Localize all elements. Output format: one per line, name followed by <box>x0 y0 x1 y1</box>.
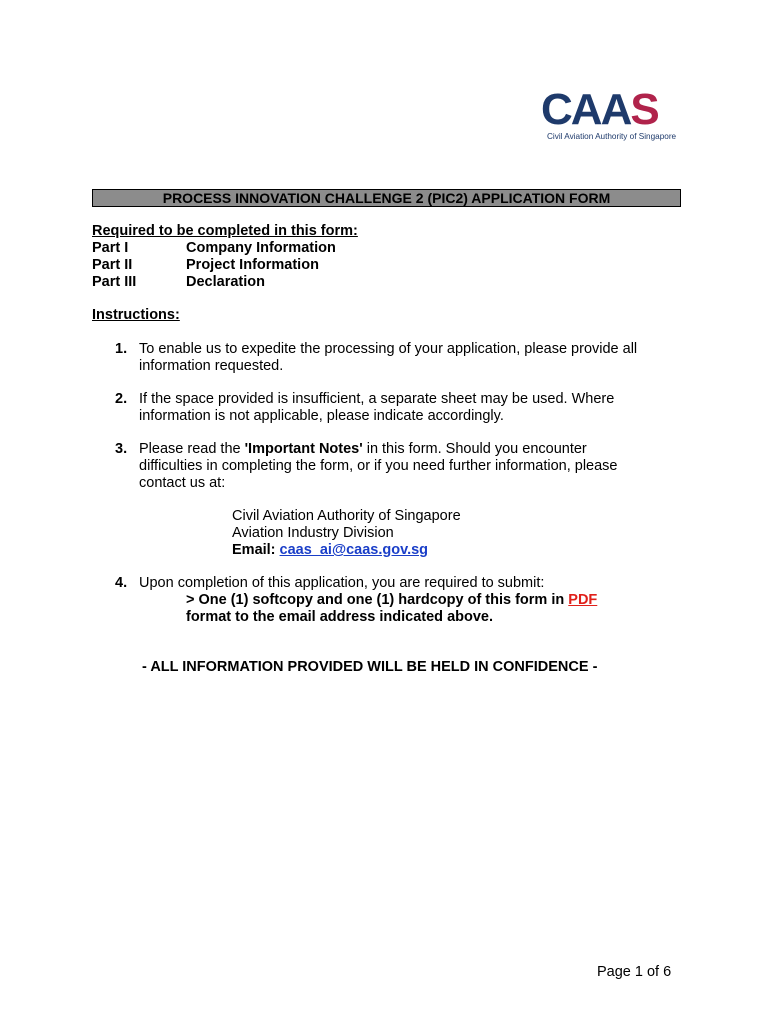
email-link[interactable]: caas_ai@caas.gov.sg <box>279 542 429 558</box>
item-number: 4. <box>115 575 128 591</box>
caas-logo-wordmark <box>541 85 658 134</box>
item-subtext: format to the email address indicated above. <box>186 609 493 625</box>
form-title: PROCESS INNOVATION CHALLENGE 2 (PIC2) APPLICATION FORM <box>92 189 681 207</box>
item-number: 1. <box>115 341 128 357</box>
confidence-notice: - ALL INFORMATION PROVIDED WILL BE HELD IN CONFIDENCE - <box>142 659 598 675</box>
part-name: Declaration <box>186 274 265 290</box>
contact-org: Civil Aviation Authority of Singapore <box>232 508 461 524</box>
instructions-heading: Instructions: <box>92 307 180 323</box>
contact-email <box>232 542 428 559</box>
item-subtext <box>186 592 597 609</box>
item-text: difficulties in completing the form, or if you need further information, please <box>139 458 618 474</box>
important-notes-ref: 'Important Notes' <box>244 441 363 457</box>
item-text: information requested. <box>139 358 284 374</box>
item-text: information is not applicable, please indicate accordingly. <box>139 408 504 424</box>
item-text <box>139 441 587 458</box>
item-text: If the space provided is insufficient, a separate sheet may be used. Where <box>139 391 615 407</box>
contact-division: Aviation Industry Division <box>232 525 394 541</box>
item-text: contact us at: <box>139 475 226 491</box>
item-number: 3. <box>115 441 128 457</box>
part-label: Part I <box>92 240 129 256</box>
pdf-link[interactable]: PDF <box>568 592 598 608</box>
part-label: Part II <box>92 257 133 273</box>
item-number: 2. <box>115 391 128 407</box>
part-label: Part III <box>92 274 137 290</box>
required-heading: Required to be completed in this form: <box>92 223 358 239</box>
logo-subtitle: Civil Aviation Authority of Singapore <box>547 132 677 141</box>
page-number: Page 1 of 6 <box>597 964 672 980</box>
logo-letter: S <box>630 85 658 134</box>
logo-letter: A <box>600 85 631 134</box>
item-text: To enable us to expedite the processing of your application, please provide all <box>139 341 638 357</box>
part-name: Company Information <box>186 240 336 256</box>
item-text: Upon completion of this application, you are required to submit: <box>139 575 545 591</box>
item-text-part: in this form. Should you encounter <box>362 441 587 457</box>
logo-letter: A <box>570 85 601 134</box>
item-text-part: > One (1) softcopy and one (1) hardcopy of this form in <box>186 592 569 608</box>
part-name: Project Information <box>186 257 319 273</box>
item-text-part: Please read the <box>139 441 245 457</box>
email-label: Email: <box>232 542 280 558</box>
caas-logo <box>541 85 677 144</box>
logo-letter: C <box>541 85 571 134</box>
